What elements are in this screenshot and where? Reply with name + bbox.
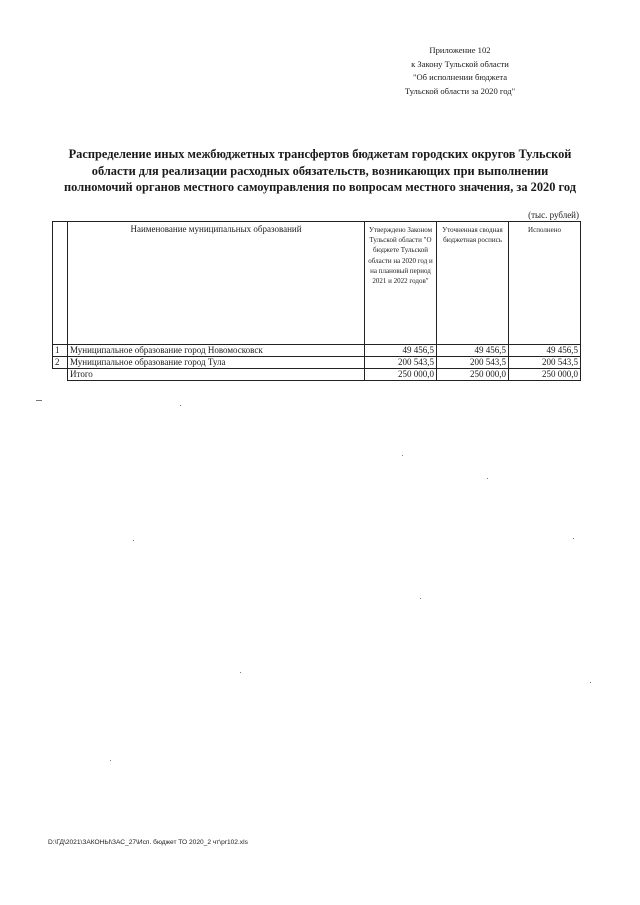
- row-executed-value: 49 456,5: [509, 345, 581, 357]
- transfers-table: [52, 221, 581, 381]
- scan-speck: [573, 538, 574, 539]
- total-refined-value: 250 000,0: [437, 369, 509, 381]
- file-path-footer: D:\ГД\2021\ЗАКОНЫ\ЗАС_27\Исп. бюджет ТО 2020_2 чт\pr102.xls: [48, 839, 248, 846]
- row-approved-value: 49 456,5: [365, 345, 437, 357]
- appendix-line-3: "Об исполнении бюджета: [412, 72, 508, 82]
- row-executed-value: 200 543,5: [509, 357, 581, 369]
- header-approved: Утверждено Законом Тульской области "О бюджете Тульской области на 2020 год и на плановый период 2021 и 2022 годов": [365, 222, 437, 345]
- scan-speck: [590, 682, 591, 683]
- header-executed: Исполнено: [509, 222, 581, 345]
- header-refined: Уточненная сводная бюджетная роспись: [437, 222, 509, 345]
- appendix-line-1: Приложение 102: [429, 45, 491, 55]
- scan-speck: [402, 455, 403, 456]
- title-line-2: области для реализации расходных обязательств, возникающих при выполнении: [91, 163, 549, 178]
- header-name: Наименование муниципальных образований: [68, 222, 365, 345]
- row-refined-value: 49 456,5: [437, 345, 509, 357]
- document-title: [46, 146, 594, 196]
- scan-speck: [420, 598, 421, 599]
- scan-speck: [180, 405, 181, 406]
- header-index-cell: [53, 222, 68, 345]
- appendix-line-2: к Закону Тульской области: [411, 58, 509, 69]
- row-approved-value: 200 543,5: [365, 357, 437, 369]
- table-row: [53, 357, 581, 369]
- total-index-cell: [53, 369, 68, 381]
- total-executed-value: 250 000,0: [509, 369, 581, 381]
- title-line-3: полномочий органов местного самоуправления по вопросам местного значения, за 2020 год: [64, 180, 576, 195]
- scan-speck: [36, 400, 42, 401]
- row-municipality-name: Муниципальное образование город Новомосковск: [68, 345, 365, 357]
- row-number: 2: [53, 357, 68, 369]
- total-approved-value: 250 000,0: [365, 369, 437, 381]
- appendix-line-4: Тульской области за 2020 год": [404, 85, 516, 96]
- scan-speck: [110, 760, 111, 761]
- table-row: [53, 345, 581, 357]
- appendix-block: [380, 44, 540, 98]
- total-label: Итого: [68, 369, 365, 381]
- table-header-row: [53, 222, 581, 345]
- units-label: (тыс. рублей): [528, 210, 579, 220]
- table-total-row: [53, 369, 581, 381]
- title-line-1: Распределение иных межбюджетных трансфертов бюджетам городских округов Тульской: [68, 147, 572, 161]
- row-municipality-name: Муниципальное образование город Тула: [68, 357, 365, 369]
- scan-speck: [133, 540, 134, 541]
- row-refined-value: 200 543,5: [437, 357, 509, 369]
- row-number: 1: [53, 345, 68, 357]
- scan-speck: [487, 478, 488, 479]
- scan-speck: [240, 672, 241, 673]
